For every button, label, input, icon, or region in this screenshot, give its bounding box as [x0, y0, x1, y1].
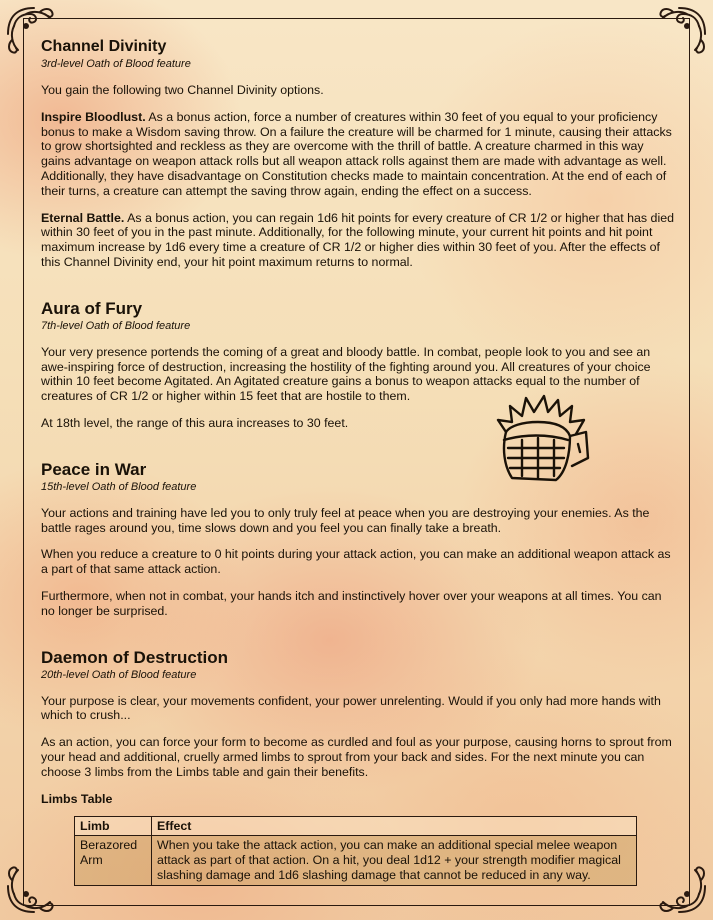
paragraph: Your purpose is clear, your movements confident, your power unrelenting. Would if you only had more hands with which to crush...	[41, 693, 661, 723]
effect-cell: When you take the attack action, you can make an additional special melee weapon attack as part of that action. On a hit, you deal 1d12 + your strength modifier magical slashing damage and 1d6 slashing damage that cannot be reduced in any way.	[152, 836, 637, 885]
section-channel-divinity	[41, 37, 674, 270]
paragraph: You gain the following two Channel Divinity options.	[41, 83, 324, 97]
section-title: Channel Divinity	[41, 38, 167, 55]
section-subtitle: 15th-level Oath of Blood feature	[41, 480, 197, 493]
paragraph: When you reduce a creature to 0 hit points during your attack action, you can make an additional weapon attack as a part of that same attack action.	[41, 547, 671, 577]
table-row	[75, 836, 637, 885]
paragraph: Eternal Battle. As a bonus action, you can regain 1d6 hit points for every creature of CR 1/2 or higher that has died within 30 feet of you in the past minute. Additionally, for the following minute, your current hit points and hit point maximum increase by 1d6 every time a creature of CR 1/2 or higher dies within 30 feet of you. After the effects of this Channel Divinity end, your hit point maximum returns to normal.	[41, 210, 674, 269]
paragraph: Furthermore, when not in combat, your hands itch and instinctively hover over your weapons at all times. You can no longer be surprised.	[41, 588, 662, 618]
section-title: Aura of Fury	[41, 298, 143, 318]
section-aura-of-fury	[41, 299, 674, 431]
table-header-row	[75, 816, 637, 836]
section-title: Peace in War	[41, 459, 147, 479]
section-subtitle: 7th-level Oath of Blood feature	[41, 319, 191, 332]
paragraph: As an action, you can force your form to become as curdled and foul as your purpose, causing horns to sprout from your head and additional, cruelly armed limbs to sprout from your back and sides. For the next minute you can choose 3 limbs from the Limbs table and gain their benefits.	[41, 735, 672, 779]
section-subtitle: 3rd-level Oath of Blood feature	[41, 58, 191, 70]
paragraph: Your actions and training have led you to only truly feel at peace when you are destroying your enemies. As the battle rages around you, time slows down and you feel you can finally take a breath.	[41, 505, 650, 535]
limbs-table-title: Limbs Table	[41, 791, 113, 806]
column-header-effect: Effect	[152, 816, 637, 836]
limb-cell: Berazored Arm	[75, 836, 152, 885]
column-header-limb: Limb	[75, 816, 152, 836]
section-daemon-of-destruction	[41, 648, 674, 780]
paragraph: At 18th level, the range of this aura increases to 30 feet.	[41, 415, 349, 430]
page-content	[41, 37, 674, 886]
section-peace-in-war	[41, 460, 674, 619]
limbs-table	[74, 816, 637, 886]
section-subtitle: 20th-level Oath of Blood feature	[41, 668, 197, 681]
section-title: Daemon of Destruction	[41, 647, 229, 667]
feature-name: Eternal Battle.	[41, 210, 125, 225]
paragraph: Your very presence portends the coming of a great and bloody battle. In combat, people look to you and see an awe-inspiring force of destruction, increasing the hostility of the fighting around you. All creatures of your choice within 10 feet become Agitated. An Agitated creature gains a bonus to weapon attacks equal to the number of creatures of CR 1/2 or higher within 15 feet that are hostile to them.	[41, 344, 651, 404]
feature-name: Inspire Bloodlust.	[41, 109, 146, 124]
paragraph: Inspire Bloodlust. As a bonus action, force a number of creatures within 30 feet of you equal to your proficiency bonus to make a Wisdom saving throw. On a failure the creature will be charmed for 1 minute, causing their attacks to grow shortsighted and reckless as they are overcome with the thrill of battle. A creature charmed in this way gains advantage on weapon attack rolls but all weapon attack rolls against them are made with advantage as well. Additionally, they have disadvantage on Constitution checks made to maintain concentration. At the end of each of their turns, a creature can attempt the saving throw again, ending the effect on a success.	[41, 109, 672, 198]
